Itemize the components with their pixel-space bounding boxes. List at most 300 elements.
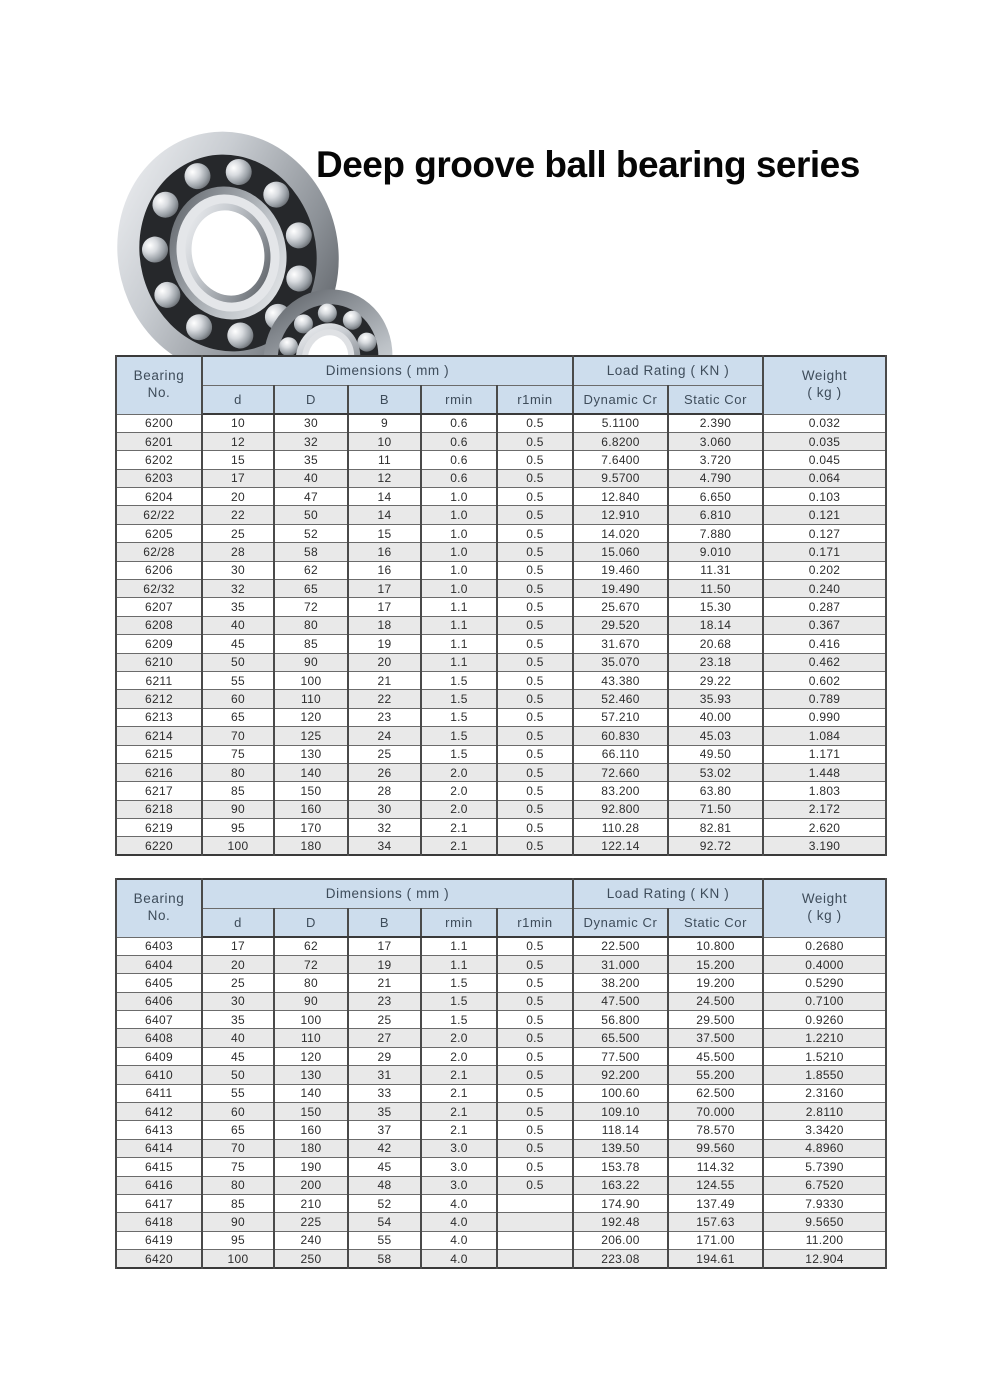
table-cell: 1.448 <box>763 763 886 781</box>
column-header-d: d <box>202 385 274 414</box>
table-cell: 6218 <box>116 800 202 818</box>
table-cell: 4.0 <box>421 1213 497 1231</box>
table-cell: 80 <box>202 763 274 781</box>
table-cell: 0.5 <box>497 635 573 653</box>
table-cell: 30 <box>202 992 274 1010</box>
table-cell: 0.121 <box>763 506 886 524</box>
table-cell: 18 <box>348 616 421 634</box>
table-cell: 1.803 <box>763 782 886 800</box>
table-cell: 47.500 <box>573 992 668 1010</box>
table-cell: 29.500 <box>668 1011 763 1029</box>
table-cell: 25 <box>202 974 274 992</box>
table-cell: 0.5 <box>497 543 573 561</box>
table-cell: 80 <box>274 974 348 992</box>
table-cell: 27 <box>348 1029 421 1047</box>
table-cell: 16 <box>348 543 421 561</box>
column-header-dimensions: Dimensions ( mm ) <box>202 356 573 385</box>
table-cell: 180 <box>274 837 348 855</box>
column-header-r1min: r1min <box>497 385 573 414</box>
table-cell: 56.800 <box>573 1011 668 1029</box>
table-cell: 31.670 <box>573 635 668 653</box>
table-cell: 2.0 <box>421 800 497 818</box>
table-cell: 11.200 <box>763 1231 886 1249</box>
table-cell: 17 <box>348 598 421 616</box>
table-cell: 70.000 <box>668 1103 763 1121</box>
table-cell: 15.060 <box>573 543 668 561</box>
table-cell: 1.1 <box>421 598 497 616</box>
table-cell: 6212 <box>116 690 202 708</box>
table-cell: 20.68 <box>668 635 763 653</box>
table-cell: 124.55 <box>668 1176 763 1194</box>
column-header-rmin: rmin <box>421 908 497 937</box>
table-row <box>116 1213 886 1231</box>
table-cell: 19.490 <box>573 580 668 598</box>
table-cell: 6.810 <box>668 506 763 524</box>
column-header-dimensions: Dimensions ( mm ) <box>202 879 573 908</box>
table-cell: 53.02 <box>668 763 763 781</box>
table-cell: 12.910 <box>573 506 668 524</box>
table-cell: 6.7520 <box>763 1176 886 1194</box>
table-cell: 3.720 <box>668 451 763 469</box>
table-cell: 70 <box>202 727 274 745</box>
table-cell: 1.2210 <box>763 1029 886 1047</box>
table-cell: 9.5700 <box>573 469 668 487</box>
table-cell: 90 <box>202 1213 274 1231</box>
table-cell: 2.1 <box>421 819 497 837</box>
table-row <box>116 1029 886 1047</box>
table-cell: 5.1100 <box>573 414 668 432</box>
table-cell: 25 <box>348 1011 421 1029</box>
table-cell: 4.8960 <box>763 1139 886 1157</box>
table-cell: 174.90 <box>573 1194 668 1212</box>
table-cell: 0.5 <box>497 1103 573 1121</box>
table-cell: 48 <box>348 1176 421 1194</box>
table-cell: 85 <box>274 635 348 653</box>
table-cell: 1.5 <box>421 708 497 726</box>
table-cell: 9 <box>348 414 421 432</box>
table-cell: 0.202 <box>763 561 886 579</box>
table-cell: 6214 <box>116 727 202 745</box>
table-cell: 90 <box>274 992 348 1010</box>
table-cell: 192.48 <box>573 1213 668 1231</box>
column-header-load-rating: Load Rating ( KN ) <box>573 356 763 385</box>
table-cell: 1.0 <box>421 488 497 506</box>
table-cell: 10 <box>348 432 421 450</box>
table-cell: 30 <box>202 561 274 579</box>
table-cell: 6220 <box>116 837 202 855</box>
bearing-spec-table-2 <box>115 878 887 1269</box>
table-cell: 54 <box>348 1213 421 1231</box>
table-cell: 240 <box>274 1231 348 1249</box>
table-cell: 17 <box>202 469 274 487</box>
table-cell: 47 <box>274 488 348 506</box>
table-cell: 140 <box>274 763 348 781</box>
table-cell: 9.5650 <box>763 1213 886 1231</box>
table-cell: 4.0 <box>421 1231 497 1249</box>
table-cell: 0.5 <box>497 580 573 598</box>
table-cell: 100.60 <box>573 1084 668 1102</box>
table-cell: 32 <box>274 432 348 450</box>
table-cell: 6.650 <box>668 488 763 506</box>
table-cell: 37.500 <box>668 1029 763 1047</box>
table-row <box>116 1084 886 1102</box>
table-cell: 0.5 <box>497 671 573 689</box>
column-header-D: D <box>274 385 348 414</box>
table-cell: 2.0 <box>421 1047 497 1065</box>
table-cell: 100 <box>202 837 274 855</box>
column-header-rmin: rmin <box>421 385 497 414</box>
table-cell: 0.171 <box>763 543 886 561</box>
table-cell: 6403 <box>116 937 202 955</box>
table-row <box>116 763 886 781</box>
table-cell: 71.50 <box>668 800 763 818</box>
table-cell: 160 <box>274 1121 348 1139</box>
table-cell: 72.660 <box>573 763 668 781</box>
table-cell: 19.200 <box>668 974 763 992</box>
table-row <box>116 1066 886 1084</box>
table-cell: 62/32 <box>116 580 202 598</box>
table-cell: 6420 <box>116 1250 202 1268</box>
table-row <box>116 1231 886 1249</box>
table-cell: 0.5 <box>497 708 573 726</box>
table-cell: 23 <box>348 992 421 1010</box>
table-cell: 0.5 <box>497 727 573 745</box>
table-cell: 2.1 <box>421 837 497 855</box>
table-cell: 80 <box>274 616 348 634</box>
table-cell: 0.5 <box>497 561 573 579</box>
table-cell: 50 <box>274 506 348 524</box>
table-cell: 122.14 <box>573 837 668 855</box>
table-cell: 49.50 <box>668 745 763 763</box>
table-cell: 194.61 <box>668 1250 763 1268</box>
table-cell: 4.0 <box>421 1250 497 1268</box>
column-header-d: d <box>202 908 274 937</box>
table-cell: 29 <box>348 1047 421 1065</box>
table-cell: 11.50 <box>668 580 763 598</box>
table-cell: 2.0 <box>421 1029 497 1047</box>
table-cell: 95 <box>202 819 274 837</box>
table-cell: 6213 <box>116 708 202 726</box>
table-cell: 1.5 <box>421 974 497 992</box>
table-cell: 92.200 <box>573 1066 668 1084</box>
table-cell: 130 <box>274 745 348 763</box>
table-cell: 19.460 <box>573 561 668 579</box>
table-cell: 43.380 <box>573 671 668 689</box>
table-cell: 0.5 <box>497 782 573 800</box>
table-cell: 6412 <box>116 1103 202 1121</box>
table-cell: 65.500 <box>573 1029 668 1047</box>
table-cell: 163.22 <box>573 1176 668 1194</box>
table-cell: 118.14 <box>573 1121 668 1139</box>
table-cell: 109.10 <box>573 1103 668 1121</box>
table-cell: 55 <box>348 1231 421 1249</box>
table-cell: 180 <box>274 1139 348 1157</box>
table-cell: 38.200 <box>573 974 668 992</box>
table-cell: 50 <box>202 1066 274 1084</box>
table-cell: 6207 <box>116 598 202 616</box>
table-cell: 6406 <box>116 992 202 1010</box>
table-cell: 0.7100 <box>763 992 886 1010</box>
table-cell: 9.010 <box>668 543 763 561</box>
table-cell: 92.800 <box>573 800 668 818</box>
table-cell: 6417 <box>116 1194 202 1212</box>
table-cell: 82.81 <box>668 819 763 837</box>
table-cell: 35.93 <box>668 690 763 708</box>
table-cell: 0.4000 <box>763 955 886 973</box>
table-cell: 6416 <box>116 1176 202 1194</box>
table-cell: 190 <box>274 1158 348 1176</box>
column-header-B: B <box>348 908 421 937</box>
table-cell: 25.670 <box>573 598 668 616</box>
table-cell: 1.0 <box>421 506 497 524</box>
table-cell: 1.0 <box>421 524 497 542</box>
table-cell: 6217 <box>116 782 202 800</box>
table-cell: 6408 <box>116 1029 202 1047</box>
table-cell: 75 <box>202 745 274 763</box>
table-cell: 7.880 <box>668 524 763 542</box>
table-cell: 35 <box>274 451 348 469</box>
table-cell: 6201 <box>116 432 202 450</box>
table-cell: 0.6 <box>421 432 497 450</box>
table-cell: 0.5 <box>497 955 573 973</box>
table-cell: 65 <box>274 580 348 598</box>
table-row <box>116 937 886 955</box>
table-row <box>116 414 886 432</box>
table-row <box>116 974 886 992</box>
table-cell: 6404 <box>116 955 202 973</box>
table-cell: 2.0 <box>421 763 497 781</box>
table-cell: 7.6400 <box>573 451 668 469</box>
table-cell: 6415 <box>116 1158 202 1176</box>
table-cell: 10 <box>202 414 274 432</box>
table-cell: 0.6 <box>421 469 497 487</box>
table-cell: 4.790 <box>668 469 763 487</box>
table-cell: 90 <box>202 800 274 818</box>
table-cell: 0.5 <box>497 992 573 1010</box>
table-cell: 0.5 <box>497 488 573 506</box>
table-cell: 58 <box>348 1250 421 1268</box>
table-cell: 14 <box>348 488 421 506</box>
table-row <box>116 727 886 745</box>
table-cell: 0.127 <box>763 524 886 542</box>
table-cell: 75 <box>202 1158 274 1176</box>
table-cell: 110 <box>274 1029 348 1047</box>
table-cell: 20 <box>348 653 421 671</box>
table-cell: 3.190 <box>763 837 886 855</box>
table-cell: 0.103 <box>763 488 886 506</box>
table-cell: 60 <box>202 1103 274 1121</box>
table-cell: 1.1 <box>421 937 497 955</box>
table-cell: 0.5 <box>497 506 573 524</box>
table-cell: 6202 <box>116 451 202 469</box>
table-cell: 139.50 <box>573 1139 668 1157</box>
page-title: Deep groove ball bearing series <box>316 144 860 185</box>
table-cell: 3.3420 <box>763 1121 886 1139</box>
table-cell: 6206 <box>116 561 202 579</box>
table-cell: 153.78 <box>573 1158 668 1176</box>
table-cell: 0.6 <box>421 451 497 469</box>
table-cell: 55.200 <box>668 1066 763 1084</box>
table-cell: 45 <box>202 1047 274 1065</box>
table-cell: 0.287 <box>763 598 886 616</box>
table-cell: 1.1 <box>421 616 497 634</box>
table-cell: 6413 <box>116 1121 202 1139</box>
table-cell: 6200 <box>116 414 202 432</box>
table-cell: 6414 <box>116 1139 202 1157</box>
table-cell: 28 <box>202 543 274 561</box>
table-cell: 2.620 <box>763 819 886 837</box>
column-header-r1min: r1min <box>497 908 573 937</box>
table-cell: 32 <box>348 819 421 837</box>
table-cell: 23.18 <box>668 653 763 671</box>
table-cell: 6216 <box>116 763 202 781</box>
table-cell: 20 <box>202 955 274 973</box>
table-cell <box>497 1213 573 1231</box>
table-cell: 1.5 <box>421 727 497 745</box>
table-cell: 45.03 <box>668 727 763 745</box>
table-cell: 0.5 <box>497 1121 573 1139</box>
table-row <box>116 543 886 561</box>
table-cell: 225 <box>274 1213 348 1231</box>
table-cell: 110.28 <box>573 819 668 837</box>
table-cell: 0.032 <box>763 414 886 432</box>
table-cell: 6405 <box>116 974 202 992</box>
table-cell: 6204 <box>116 488 202 506</box>
table-row <box>116 561 886 579</box>
table-row <box>116 1103 886 1121</box>
column-header-weight: Weight ( kg ) <box>763 879 886 937</box>
table-row <box>116 488 886 506</box>
table-cell: 2.172 <box>763 800 886 818</box>
table-row <box>116 708 886 726</box>
table-cell: 1.1 <box>421 955 497 973</box>
table-cell: 114.32 <box>668 1158 763 1176</box>
table-cell: 0.5 <box>497 451 573 469</box>
table-cell: 57.210 <box>573 708 668 726</box>
table-cell: 0.5 <box>497 1029 573 1047</box>
column-header-D: D <box>274 908 348 937</box>
table-cell: 0.990 <box>763 708 886 726</box>
table-cell: 14 <box>348 506 421 524</box>
table-cell: 18.14 <box>668 616 763 634</box>
table-cell: 17 <box>348 580 421 598</box>
table-cell: 1.0 <box>421 580 497 598</box>
table-body-6200-series <box>116 414 886 855</box>
table-cell: 0.5 <box>497 414 573 432</box>
table-cell: 0.5 <box>497 1158 573 1176</box>
table-cell: 15 <box>348 524 421 542</box>
table-cell: 85 <box>202 782 274 800</box>
column-header-load-rating: Load Rating ( KN ) <box>573 879 763 908</box>
table-cell: 45.500 <box>668 1047 763 1065</box>
table-cell: 20 <box>202 488 274 506</box>
table-cell: 206.00 <box>573 1231 668 1249</box>
table-cell: 120 <box>274 708 348 726</box>
table-cell: 24.500 <box>668 992 763 1010</box>
table-row <box>116 1139 886 1157</box>
table-cell: 62/28 <box>116 543 202 561</box>
column-header-static-cor: Static Cor <box>668 908 763 937</box>
table-cell: 40.00 <box>668 708 763 726</box>
table-cell: 1.171 <box>763 745 886 763</box>
column-header-B: B <box>348 385 421 414</box>
table-cell: 0.5 <box>497 800 573 818</box>
table-cell: 6203 <box>116 469 202 487</box>
table-cell: 110 <box>274 690 348 708</box>
table-cell: 22 <box>348 690 421 708</box>
table-cell: 40 <box>202 1029 274 1047</box>
table-cell: 0.5 <box>497 1011 573 1029</box>
table-cell: 0.5 <box>497 974 573 992</box>
table-cell: 6407 <box>116 1011 202 1029</box>
table-cell: 52 <box>348 1194 421 1212</box>
table-cell: 17 <box>202 937 274 955</box>
table-cell: 62 <box>274 561 348 579</box>
table-cell: 50 <box>202 653 274 671</box>
table-cell: 65 <box>202 708 274 726</box>
table-cell: 33 <box>348 1084 421 1102</box>
table-cell: 0.5 <box>497 837 573 855</box>
table-row <box>116 819 886 837</box>
bearing-spec-table-1 <box>115 355 887 856</box>
table-cell: 1.084 <box>763 727 886 745</box>
table-cell: 100 <box>274 671 348 689</box>
table-row <box>116 671 886 689</box>
table-cell <box>497 1231 573 1249</box>
table-cell <box>497 1194 573 1212</box>
table-cell <box>497 1250 573 1268</box>
table-cell: 4.0 <box>421 1194 497 1212</box>
table-cell: 30 <box>348 800 421 818</box>
table-cell: 160 <box>274 800 348 818</box>
table-cell: 170 <box>274 819 348 837</box>
table-cell: 0.5 <box>497 937 573 955</box>
table-cell: 6.8200 <box>573 432 668 450</box>
table-row <box>116 432 886 450</box>
column-header-weight: Weight ( kg ) <box>763 356 886 414</box>
table-cell: 12 <box>202 432 274 450</box>
table-cell: 0.5 <box>497 819 573 837</box>
table-cell: 0.9260 <box>763 1011 886 1029</box>
table-cell: 15.200 <box>668 955 763 973</box>
table-cell: 210 <box>274 1194 348 1212</box>
table-cell: 14.020 <box>573 524 668 542</box>
table-row <box>116 782 886 800</box>
table-row <box>116 506 886 524</box>
table-cell: 95 <box>202 1231 274 1249</box>
table-cell: 35 <box>202 1011 274 1029</box>
table-cell: 100 <box>202 1250 274 1268</box>
table-cell: 3.0 <box>421 1158 497 1176</box>
table-cell: 24 <box>348 727 421 745</box>
table-cell: 29.520 <box>573 616 668 634</box>
table-cell: 83.200 <box>573 782 668 800</box>
table-cell: 6211 <box>116 671 202 689</box>
table-cell: 63.80 <box>668 782 763 800</box>
table-cell: 32 <box>202 580 274 598</box>
table-row <box>116 1176 886 1194</box>
table-cell: 1.1 <box>421 635 497 653</box>
table-cell: 1.1 <box>421 653 497 671</box>
table-row <box>116 524 886 542</box>
table-cell: 77.500 <box>573 1047 668 1065</box>
table-cell: 2.1 <box>421 1103 497 1121</box>
table-row <box>116 1158 886 1176</box>
table-cell: 0.5 <box>497 432 573 450</box>
table-cell: 150 <box>274 782 348 800</box>
table-body-6400-series <box>116 937 886 1268</box>
table-cell: 60.830 <box>573 727 668 745</box>
